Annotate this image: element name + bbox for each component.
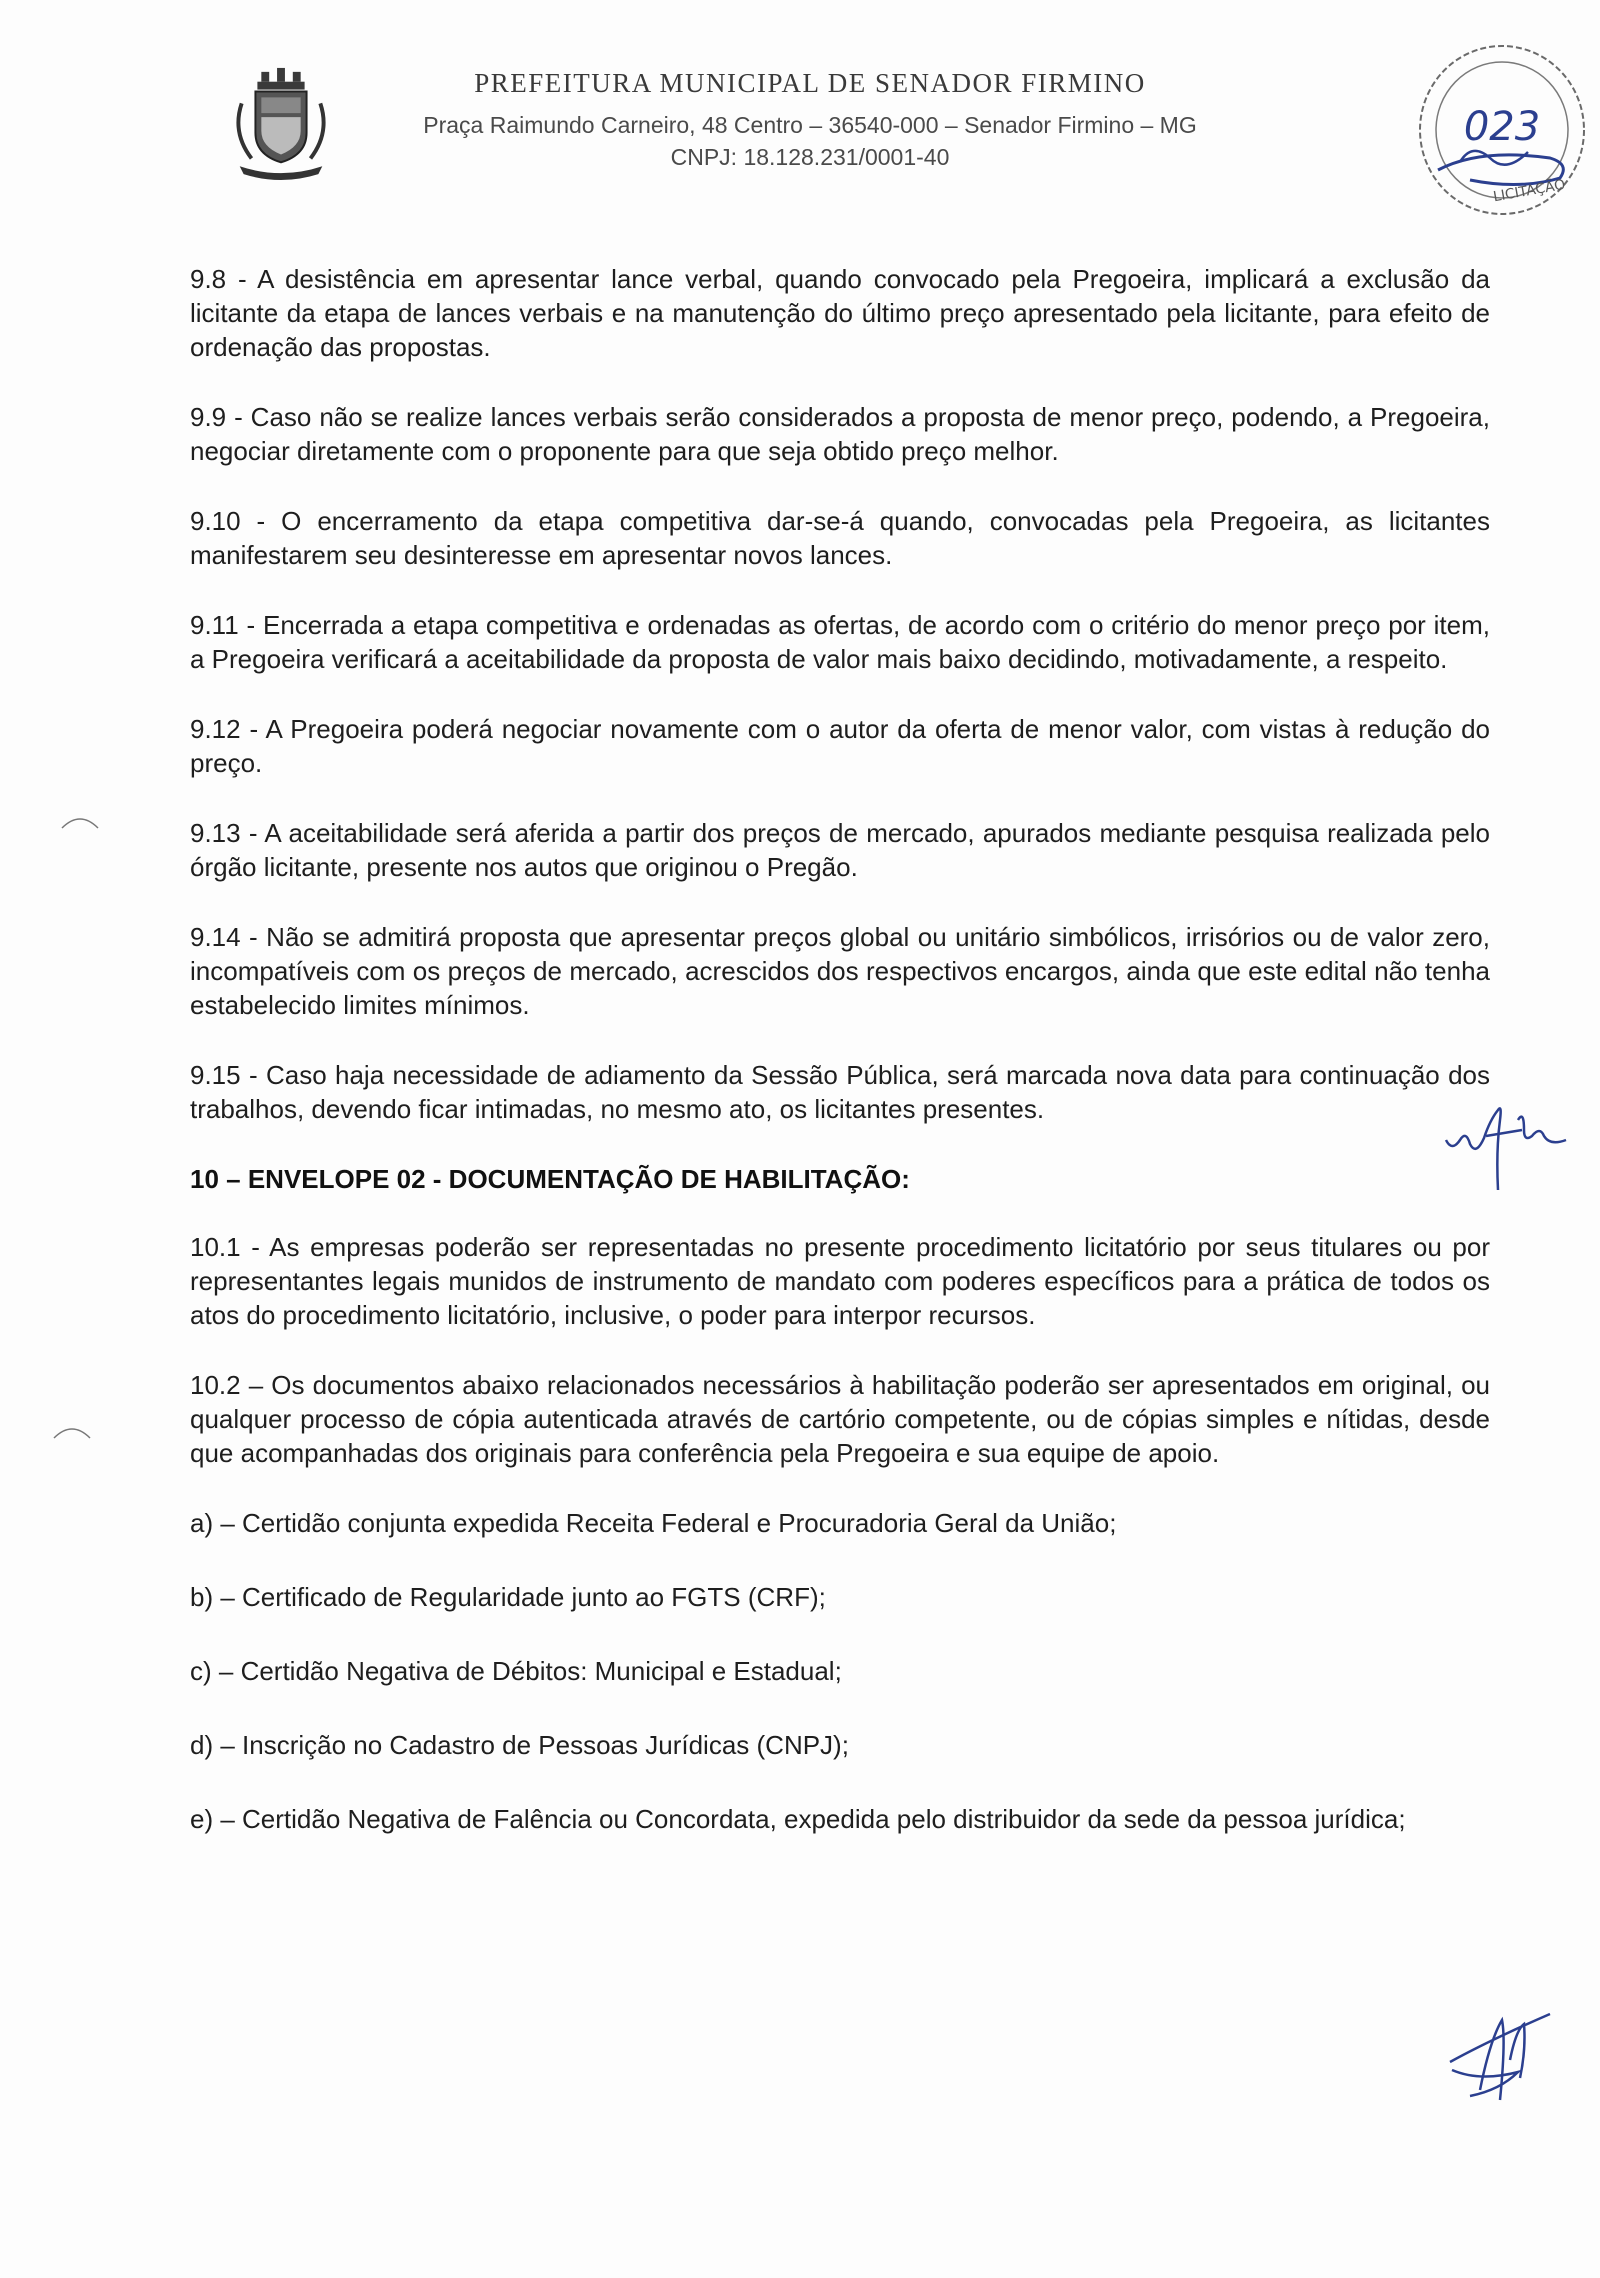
stamp-page-number: 023 <box>1463 104 1541 150</box>
document-body <box>190 262 1490 1836</box>
clause-9-11: 9.11 - Encerrada a etapa competitiva e ordenadas as ofertas, de acordo com o critério do menor preço por item, a Pregoeira verificará a aceitabilidade da proposta de valor mais baixo decidindo, motivadamente, a respeito. <box>190 610 1490 674</box>
clause-10-2: 10.2 – Os documentos abaixo relacionados necessários à habilitação poderão ser apresentados em original, ou qualquer processo de cópia autenticada através de cartório competente, ou de cópias simples e nítidas, desde que acompanhadas dos originais para conferência pela Pregoeira e sua equipe de apoio. <box>190 1370 1490 1468</box>
clause-9-9: 9.9 - Caso não se realize lances verbais serão considerados a proposta de menor preço, podendo, a Pregoeira, negociar diretamente com o proponente para que seja obtido preço melhor. <box>190 402 1490 466</box>
list-item: b) – Certificado de Regularidade junto ao FGTS (CRF); <box>190 1582 826 1612</box>
stamp-label: LICITAÇÃO <box>1492 176 1567 206</box>
municipality-name: PREFEITURA MUNICIPAL DE SENADOR FIRMINO <box>474 68 1146 98</box>
list-item: a) – Certidão conjunta expedida Receita Federal e Procuradoria Geral da União; <box>190 1508 1117 1538</box>
clause-9-15: 9.15 - Caso haja necessidade de adiamento da Sessão Pública, será marcada nova data para continuação dos trabalhos, devendo ficar intimadas, no mesmo ato, os licitantes presentes. <box>190 1060 1490 1124</box>
clause-9-8: 9.8 - A desistência em apresentar lance verbal, quando convocado pela Pregoeira, implicará a exclusão da licitante da etapa de lances verbais e na manutenção do último preço apresentado pela licitante, para efeito de ordenação das propostas. <box>190 264 1490 362</box>
clause-10-1: 10.1 - As empresas poderão ser representadas no presente procedimento licitatório por seus titulares ou por representantes legais munidos de instrumento de mandato com poderes específicos para a prática de todos os atos do procedimento licitatório, inclusive, o poder para interpor recursos. <box>190 1232 1490 1330</box>
section-heading: 10 – ENVELOPE 02 - DOCUMENTAÇÃO DE HABILITAÇÃO: <box>190 1164 910 1194</box>
list-item: c) – Certidão Negativa de Débitos: Municipal e Estadual; <box>190 1656 842 1686</box>
municipality-address: Praça Raimundo Carneiro, 48 Centro – 36540-000 – Senador Firmino – MG <box>423 112 1197 138</box>
punch-hole-mark <box>52 1422 92 1442</box>
clause-9-14: 9.14 - Não se admitirá proposta que apresentar preços global ou unitário simbólicos, irrisórios ou de valor zero, incompatíveis com os preços de mercado, acrescidos dos respectivos encargos, ainda que este edital não tenha estabelecido limites mínimos. <box>190 922 1490 1020</box>
punch-hole-mark <box>60 812 100 832</box>
list-item: d) – Inscrição no Cadastro de Pessoas Jurídicas (CNPJ); <box>190 1730 849 1760</box>
handwritten-rubric-signature <box>1440 2000 1560 2110</box>
handwritten-initials-signature <box>1440 1080 1570 1200</box>
list-item: e) – Certidão Negativa de Falência ou Concordata, expedida pelo distribuidor da sede da pessoa jurídica; <box>190 1804 1406 1834</box>
clause-9-13: 9.13 - A aceitabilidade será aferida a partir dos preços de mercado, apurados mediante pesquisa realizada pelo órgão licitante, presente nos autos que originou o Pregão. <box>190 818 1490 882</box>
municipality-cnpj: CNPJ: 18.128.231/0001-40 <box>670 144 950 170</box>
clause-9-12: 9.12 - A Pregoeira poderá negociar novamente com o autor da oferta de menor valor, com vistas à redução do preço. <box>190 714 1490 778</box>
clause-9-10: 9.10 - O encerramento da etapa competitiva dar-se-á quando, convocadas pela Pregoeira, as licitantes manifestarem seu desinteresse em apresentar novos lances. <box>190 506 1490 570</box>
licitacao-stamp <box>1410 30 1590 220</box>
